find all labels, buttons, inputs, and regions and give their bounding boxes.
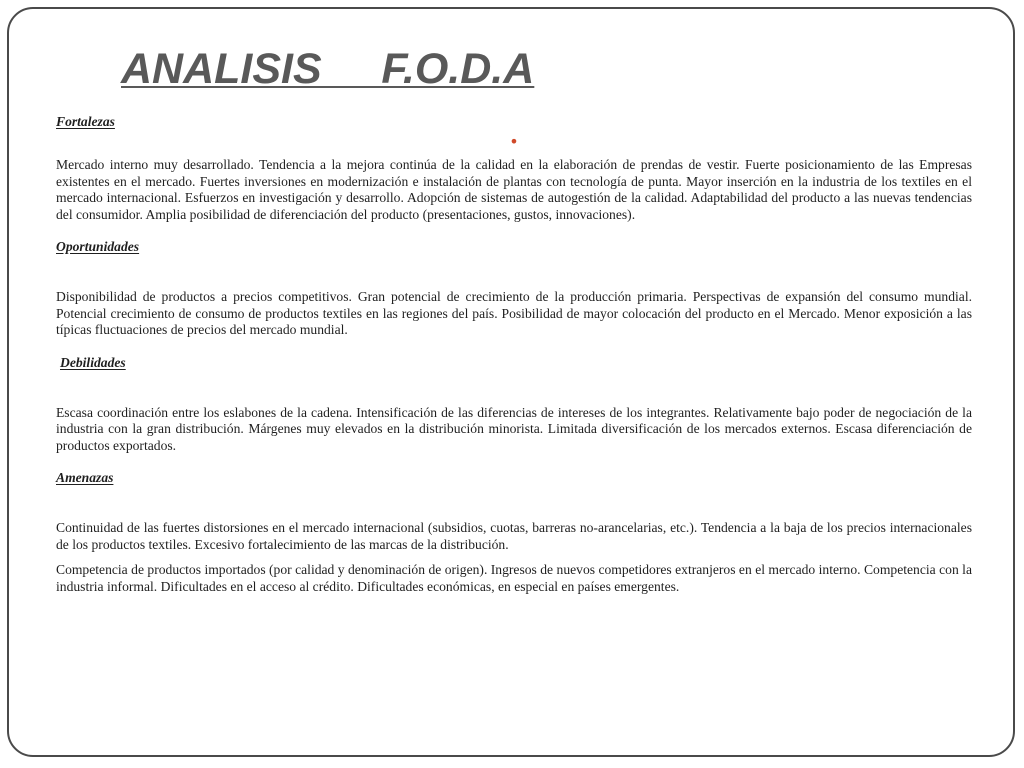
- spacer: [56, 339, 972, 355]
- page-title: ANALISIS F.O.D.A: [121, 45, 535, 93]
- bullet-icon: •: [509, 132, 519, 151]
- paragraph-oportunidades: Disponibilidad de productos a precios competitivos. Gran potencial de crecimiento de la producción primaria. Perspectivas de expansión del consumo mundial. Potencial crecimiento de consumo de productos textiles en las regiones del país. Posibilidad de mayor colocación del producto en el Mercado. Menor exposición a las típicas fluctuaciones de precios del mercado mundial.: [56, 289, 972, 337]
- spacer: [56, 553, 972, 562]
- paragraph-amenazas-2: Competencia de productos importados (por calidad y denominación de origen). Ingresos de nuevos competidores extranjeros en el mercado interno. Competencia con la industria informal. Dificultades en el acceso al crédito. Dificultades económicas, en especial en países emergentes.: [56, 562, 972, 594]
- slide-body: [56, 114, 972, 595]
- spacer: [56, 487, 972, 520]
- spacer: [56, 223, 972, 239]
- spacer: [56, 454, 972, 470]
- spacer: [56, 372, 972, 405]
- heading-debilidades: Debilidades: [60, 354, 126, 370]
- spacer: [56, 256, 972, 289]
- heading-amenazas: Amenazas: [56, 470, 114, 485]
- slide-frame: [7, 7, 1015, 757]
- paragraph-fortalezas: Mercado interno muy desarrollado. Tendencia a la mejora continúa de la calidad en la elaboración de prendas de vestir. Fuerte posicionamiento de las Empresas existentes en el mercado. Fuertes inversiones en modernización e instalación de plantas con tecnología de punta. Mayor inserción en la industria de los textiles en el mercado internacional. Esfuerzos en investigación y desarrollo. Adopción de sistemas de autogestión de la calidad. Adaptabilidad del producto a las nuevas tendencias del consumidor. Amplia posibilidad de diferenciación del producto (presentaciones, gustos, innovaciones).: [56, 157, 972, 222]
- heading-fortalezas: Fortalezas: [56, 114, 115, 129]
- paragraph-amenazas-1: Continuidad de las fuertes distorsiones en el mercado internacional (subsidios, cuotas, barreras no-arancelarias, etc.). Tendencia a la baja de los precios internacionales de los productos textiles. Excesivo fortalecimiento de las marcas de la distribución.: [56, 520, 972, 552]
- paragraph-debilidades: Escasa coordinación entre los eslabones de la cadena. Intensificación de las diferencias de intereses de los integrantes. Relativamente bajo poder de negociación de la industria con la gran distribución. Márgenes muy elevados en la distribución minorista. Limitada diversificación de los mercados externos. Escasa diferenciación de productos exportados.: [56, 404, 972, 453]
- heading-oportunidades: Oportunidades: [56, 239, 140, 254]
